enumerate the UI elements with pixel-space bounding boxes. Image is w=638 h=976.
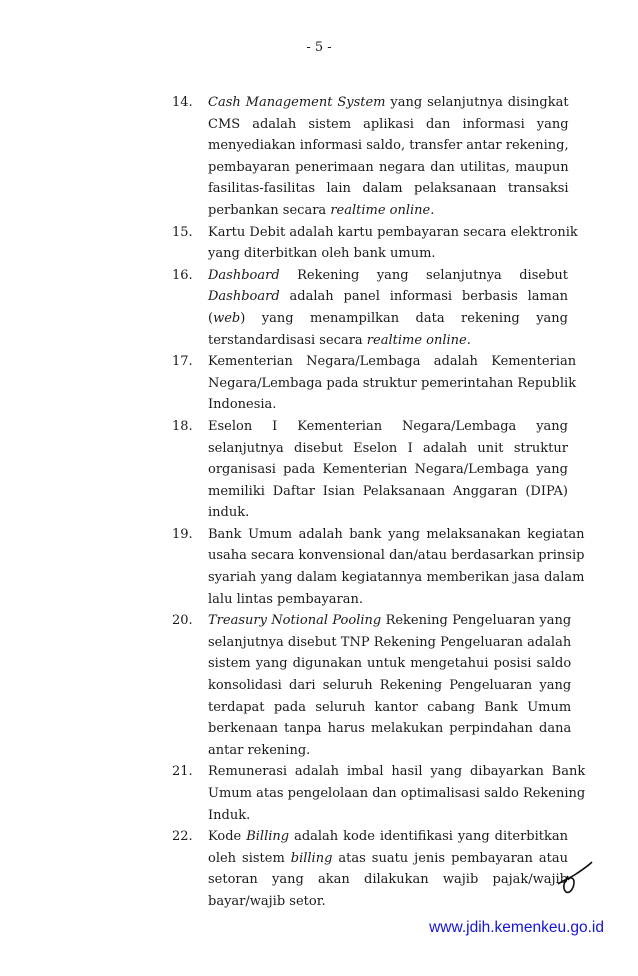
text-segment: terdapat pada seluruh kantor cabang Bank Umum xyxy=(208,699,572,715)
signature-initial xyxy=(550,858,594,898)
text-segment: Rekening Pengeluaran yang xyxy=(381,613,572,629)
text-line xyxy=(208,524,584,546)
text-line xyxy=(208,200,569,222)
text-line xyxy=(208,286,568,308)
text-segment: fasilitas-fasilitas lain dalam pelaksanaan transaksi xyxy=(208,181,569,197)
text-segment: adalah kode identifikasi yang diterbitkan xyxy=(289,829,568,845)
italic-term: web xyxy=(213,310,241,326)
text-line xyxy=(208,718,571,740)
text-segment: organisasi pada Kementerian Negara/Lembaga yang xyxy=(208,462,568,478)
item-text xyxy=(208,265,568,351)
text-line xyxy=(208,891,568,913)
italic-term: Treasury Notional Pooling xyxy=(208,613,382,629)
item-number: 19. xyxy=(172,526,193,542)
text-segment: memiliki Daftar Isian Pelaksanaan Anggaran (DIPA) xyxy=(208,483,568,499)
text-line xyxy=(208,610,571,632)
text-line xyxy=(208,783,585,805)
text-line xyxy=(208,632,571,654)
text-line xyxy=(208,330,568,352)
text-line xyxy=(208,438,568,460)
text-line xyxy=(208,545,584,567)
text-line xyxy=(208,459,568,481)
text-line xyxy=(208,222,578,244)
text-line xyxy=(208,308,568,330)
text-line xyxy=(208,351,576,373)
item-text xyxy=(208,761,585,826)
text-segment: pembayaran penerimaan negara dan utilitas, maupun xyxy=(208,159,569,175)
text-line xyxy=(208,135,569,157)
item-number: 14. xyxy=(172,95,193,110)
text-segment: Kode xyxy=(208,829,247,845)
text-line xyxy=(208,869,568,891)
text-segment: Induk. xyxy=(208,807,251,823)
page-number: - 5 - xyxy=(306,40,332,55)
text-segment: . xyxy=(430,202,435,218)
item-text xyxy=(208,351,576,416)
italic-term: Dashboard xyxy=(208,267,280,283)
text-segment: oleh sistem xyxy=(208,850,291,866)
text-line xyxy=(208,697,571,719)
italic-term: realtime online xyxy=(366,332,467,348)
text-line xyxy=(208,178,569,200)
text-segment: . xyxy=(466,332,471,348)
text-segment: ( xyxy=(208,310,214,326)
text-line xyxy=(208,373,576,395)
text-segment: Bank Umum adalah bank yang melaksanakan kegiatan xyxy=(208,526,585,542)
text-segment: konsolidasi dari seluruh Rekening Pengeluaran yang xyxy=(208,678,572,694)
text-line xyxy=(208,416,568,438)
text-segment: selanjutnya disebut TNP Rekening Pengeluaran adalah xyxy=(208,634,572,650)
item-text xyxy=(208,524,584,610)
text-segment: perbankan secara xyxy=(208,202,331,218)
text-line xyxy=(208,675,571,697)
text-segment: atas suatu jenis pembayaran atau xyxy=(332,850,568,866)
text-segment: sistem yang digunakan untuk mengetahui posisi saldo xyxy=(208,656,572,672)
text-segment: Negara/Lembaga pada struktur pemerintahan Republik xyxy=(208,375,577,391)
text-segment: terstandardisasi secara xyxy=(208,332,367,348)
list-item xyxy=(172,416,568,524)
list-item xyxy=(172,610,572,761)
definition-list xyxy=(172,92,586,913)
text-line xyxy=(208,481,568,503)
text-segment: antar rekening. xyxy=(208,742,311,758)
text-line xyxy=(208,589,584,611)
list-item xyxy=(172,524,585,610)
text-segment: Kartu Debit adalah kartu pembayaran secara elektronik xyxy=(208,224,578,240)
text-segment: usaha secara konvensional dan/atau berdasarkan prinsip xyxy=(208,548,585,564)
text-segment: Eselon I Kementerian Negara/Lembaga yang xyxy=(208,418,568,434)
text-segment: Kementerian Negara/Lembaga adalah Kementerian xyxy=(208,354,577,370)
text-segment: yang selanjutnya disingkat xyxy=(385,95,569,110)
text-line xyxy=(208,502,568,524)
item-number: 20. xyxy=(172,613,193,629)
text-segment: adalah panel informasi berbasis laman xyxy=(279,289,568,305)
italic-term: Billing xyxy=(246,829,290,845)
item-number: 16. xyxy=(172,267,193,283)
text-line xyxy=(208,243,578,265)
text-line xyxy=(208,114,569,136)
text-segment: berkenaan tanpa harus melakukan perpindahan dana xyxy=(208,721,572,737)
item-number: 18. xyxy=(172,418,193,434)
text-line xyxy=(208,826,568,848)
text-segment: Umum atas pengelolaan dan optimalisasi saldo Rekening xyxy=(208,786,586,801)
text-segment: syariah yang dalam kegiatannya memberikan jasa dalam xyxy=(208,570,585,586)
italic-term: Cash Management System xyxy=(208,95,386,110)
text-line xyxy=(208,848,568,870)
text-line xyxy=(208,157,569,179)
italic-term: realtime online xyxy=(330,202,431,218)
item-number: 21. xyxy=(172,764,193,780)
italic-term: billing xyxy=(290,850,333,866)
text-line xyxy=(208,265,568,287)
italic-term: Dashboard xyxy=(208,289,280,305)
text-segment: CMS adalah sistem aplikasi dan informasi yang xyxy=(208,116,569,132)
list-item xyxy=(172,222,578,265)
item-number: 15. xyxy=(172,224,193,240)
text-segment: Remunerasi adalah imbal hasil yang dibayarkan Bank xyxy=(208,764,586,780)
text-segment: Indonesia. xyxy=(208,397,277,413)
item-text xyxy=(208,92,569,222)
list-item xyxy=(172,826,568,912)
list-item xyxy=(172,351,577,416)
text-segment: yang diterbitkan oleh bank umum. xyxy=(208,246,436,262)
text-segment: lalu lintas pembayaran. xyxy=(208,591,364,607)
list-item xyxy=(172,92,568,222)
text-segment: setoran yang akan dilakukan wajib pajak/wajib xyxy=(208,872,568,888)
item-text xyxy=(208,610,571,761)
item-text xyxy=(208,826,568,912)
list-item xyxy=(172,265,568,351)
item-text xyxy=(208,222,578,265)
text-segment: ) yang menampilkan data rekening yang xyxy=(240,310,568,326)
text-line xyxy=(208,92,569,114)
text-line xyxy=(208,567,584,589)
text-line xyxy=(208,740,571,762)
item-number: 22. xyxy=(172,829,193,845)
text-segment: bayar/wajib setor. xyxy=(208,893,326,909)
text-segment: selanjutnya disebut Eselon I adalah unit struktur xyxy=(208,440,568,456)
text-line xyxy=(208,394,576,416)
item-number: 17. xyxy=(172,354,193,370)
list-item xyxy=(172,761,586,826)
jdih-website-link[interactable]: www.jdih.kemenkeu.go.id xyxy=(429,919,604,936)
item-text xyxy=(208,416,568,524)
text-segment: menyediakan informasi saldo, transfer antar rekening, xyxy=(208,138,569,154)
text-line xyxy=(208,761,585,783)
text-line xyxy=(208,805,585,827)
text-line xyxy=(208,653,571,675)
text-segment: induk. xyxy=(208,505,250,521)
text-segment: Rekening yang selanjutnya disebut xyxy=(279,267,568,283)
